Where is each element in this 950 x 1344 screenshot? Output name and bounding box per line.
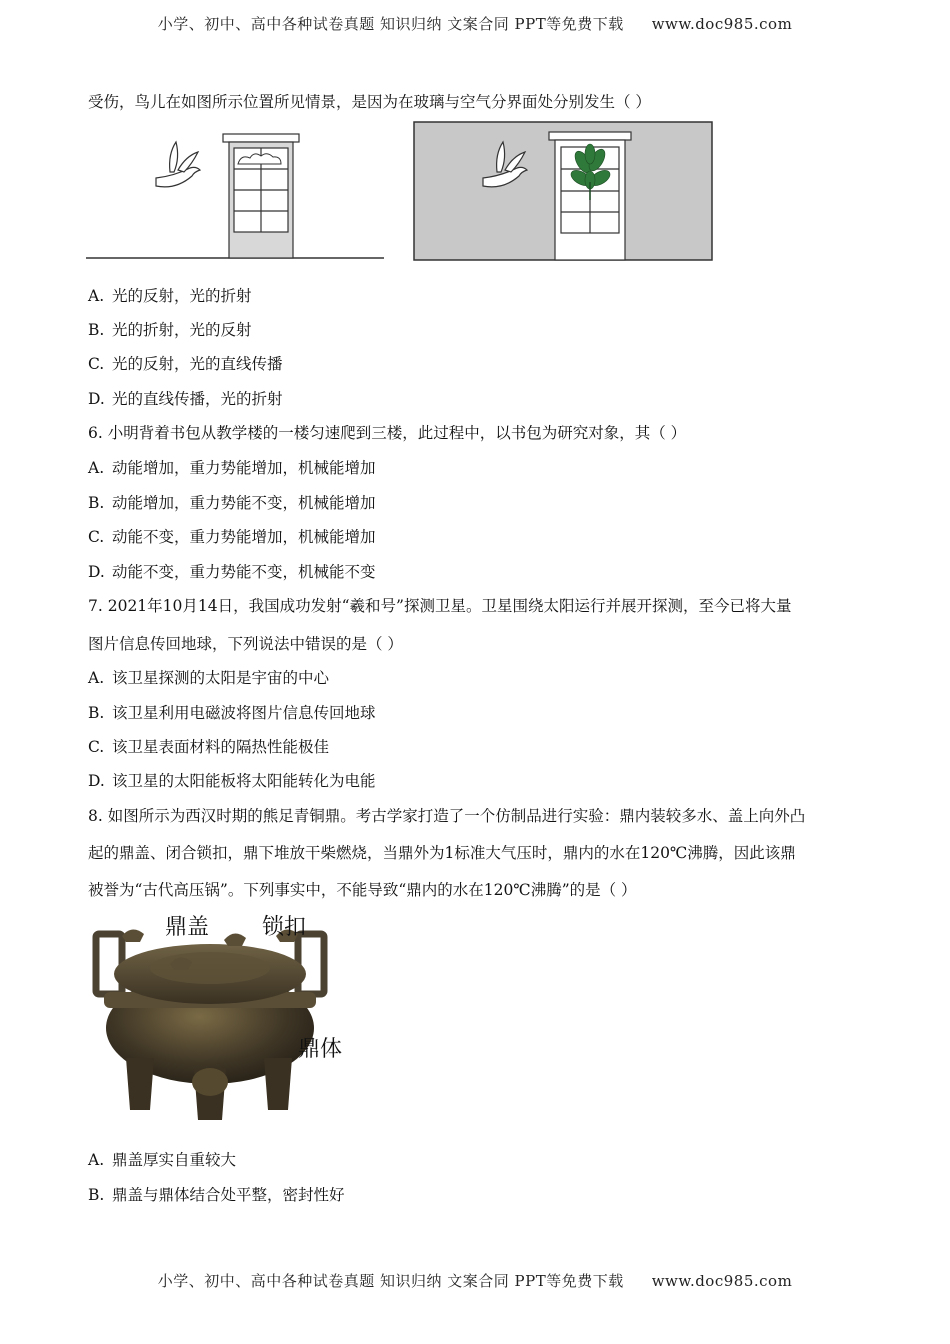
q8-option-a: A. 鼎盖厚实自重较大 bbox=[88, 1151, 237, 1169]
q7-option-d: D. 该卫星的太阳能板将太阳能转化为电能 bbox=[88, 772, 376, 790]
q6-stem: 6. 小明背着书包从教学楼的一楼匀速爬到三楼，此过程中，以书包为研究对象，其（ ） bbox=[88, 424, 687, 442]
q7-stem-line1: 7. 2021年10月14日，我国成功发射“羲和号”探测卫星。卫星围绕太阳运行并展开探测，至今已将大量 bbox=[88, 597, 792, 615]
q5-figure-right bbox=[413, 120, 715, 262]
q6-option-a: A. 动能增加，重力势能增加，机械能增加 bbox=[88, 459, 376, 477]
label-body: 鼎体 bbox=[298, 1037, 343, 1062]
q5-option-d: D. 光的直线传播，光的折射 bbox=[88, 390, 283, 408]
footer-site: www.doc985.com bbox=[651, 1272, 793, 1290]
q5-option-c: C. 光的反射，光的直线传播 bbox=[88, 355, 283, 373]
q8-option-b: B. 鼎盖与鼎体结合处平整，密封性好 bbox=[88, 1186, 345, 1204]
label-lock: 锁扣 bbox=[262, 915, 307, 940]
q8-stem-line1: 8. 如图所示为西汉时期的熊足青铜鼎。考古学家打造了一个仿制品进行实验：鼎内装较多水、盖上向外凸 bbox=[88, 807, 806, 825]
header-text: 小学、初中、高中各种试卷真题 知识归纳 文案合同 PPT等免费下载 bbox=[157, 15, 624, 33]
bird-icon bbox=[156, 142, 200, 187]
q5-stem: 受伤，鸟儿在如图所示位置所见情景，是因为在玻璃与空气分界面处分别发生（ ） bbox=[88, 93, 651, 111]
q7-option-a: A. 该卫星探测的太阳是宇宙的中心 bbox=[88, 669, 330, 687]
label-lid: 鼎盖 bbox=[165, 915, 210, 940]
header-site: www.doc985.com bbox=[651, 15, 793, 33]
q7-option-b: B. 该卫星利用电磁波将图片信息传回地球 bbox=[88, 704, 376, 722]
footer-text: 小学、初中、高中各种试卷真题 知识归纳 文案合同 PPT等免费下载 bbox=[157, 1272, 624, 1290]
ding-figure bbox=[90, 908, 360, 1128]
q5-option-a: A. 光的反射，光的折射 bbox=[88, 287, 252, 305]
q8-stem-line3: 被誉为“古代高压锅”。下列事实中，不能导致“鼎内的水在120℃沸腾”的是（ ） bbox=[88, 881, 637, 899]
q6-option-c: C. 动能不变，重力势能增加，机械能增加 bbox=[88, 528, 376, 546]
q5-figure-left bbox=[86, 126, 386, 262]
q6-option-d: D. 动能不变，重力势能不变，机械能不变 bbox=[88, 563, 376, 581]
q8-stem-line2: 起的鼎盖、闭合锁扣，鼎下堆放干柴燃烧，当鼎外为1标准大气压时，鼎内的水在120℃沸腾，因此该鼎 bbox=[88, 844, 796, 862]
page-footer bbox=[0, 1270, 950, 1291]
q6-option-b: B. 动能增加，重力势能不变，机械能增加 bbox=[88, 494, 376, 512]
q7-option-c: C. 该卫星表面材料的隔热性能极佳 bbox=[88, 738, 330, 756]
q7-stem-line2: 图片信息传回地球，下列说法中错误的是（ ） bbox=[88, 635, 403, 653]
q5-option-b: B. 光的折射，光的反射 bbox=[88, 321, 252, 339]
page-header bbox=[0, 13, 950, 34]
